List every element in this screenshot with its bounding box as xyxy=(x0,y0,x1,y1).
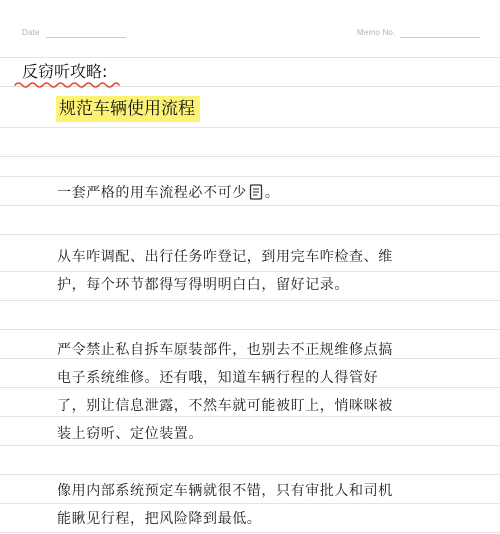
paragraph-line: 从车咋调配、出行任务咋登记，到用完车咋检查、维 xyxy=(57,249,393,265)
memo-label: Memo No. xyxy=(357,28,396,37)
paragraph-line: 严令禁止私自拆车原装部件，也别去不正规维修点搞 xyxy=(57,342,393,358)
ruled-line xyxy=(0,474,500,475)
paragraph-2 xyxy=(57,243,393,299)
paragraph-line: 装上窃听、定位装置。 xyxy=(57,426,203,442)
paragraph-4 xyxy=(57,477,393,533)
paragraph-3 xyxy=(57,336,393,448)
section-subtitle: 规范车辆使用流程 xyxy=(56,96,200,122)
page-heading: 反窃听攻略: xyxy=(22,62,108,81)
ruled-line xyxy=(0,127,500,128)
paragraph-punctuation: 。 xyxy=(264,185,280,201)
paragraph-line xyxy=(57,179,279,207)
paragraph-line: 能瞅见行程，把风险降到最低。 xyxy=(57,511,262,527)
ruled-line xyxy=(0,329,500,330)
document-icon xyxy=(249,182,263,210)
paragraph-line: 护，每个环节都得写得明明白白，留好记录。 xyxy=(57,277,349,293)
date-line xyxy=(46,37,126,38)
ruled-line xyxy=(0,300,500,301)
squiggle-underline xyxy=(14,80,120,90)
paragraph-line: 像用内部系统预定车辆就很不错，只有审批人和司机 xyxy=(57,483,393,499)
ruled-line xyxy=(0,57,500,58)
ruled-line xyxy=(0,156,500,157)
ruled-line xyxy=(0,176,500,177)
paragraph-text: 一套严格的用车流程必不可少 xyxy=(57,185,247,201)
paragraph-1 xyxy=(57,179,279,207)
paragraph-line: 电子系统维修。还有哦，知道车辆行程的人得管好 xyxy=(57,370,379,386)
date-label: Date xyxy=(22,28,40,37)
ruled-line xyxy=(0,234,500,235)
paragraph-line: 了，别让信息泄露，不然车就可能被盯上，悄咪咪被 xyxy=(57,398,393,414)
memo-line xyxy=(400,37,480,38)
